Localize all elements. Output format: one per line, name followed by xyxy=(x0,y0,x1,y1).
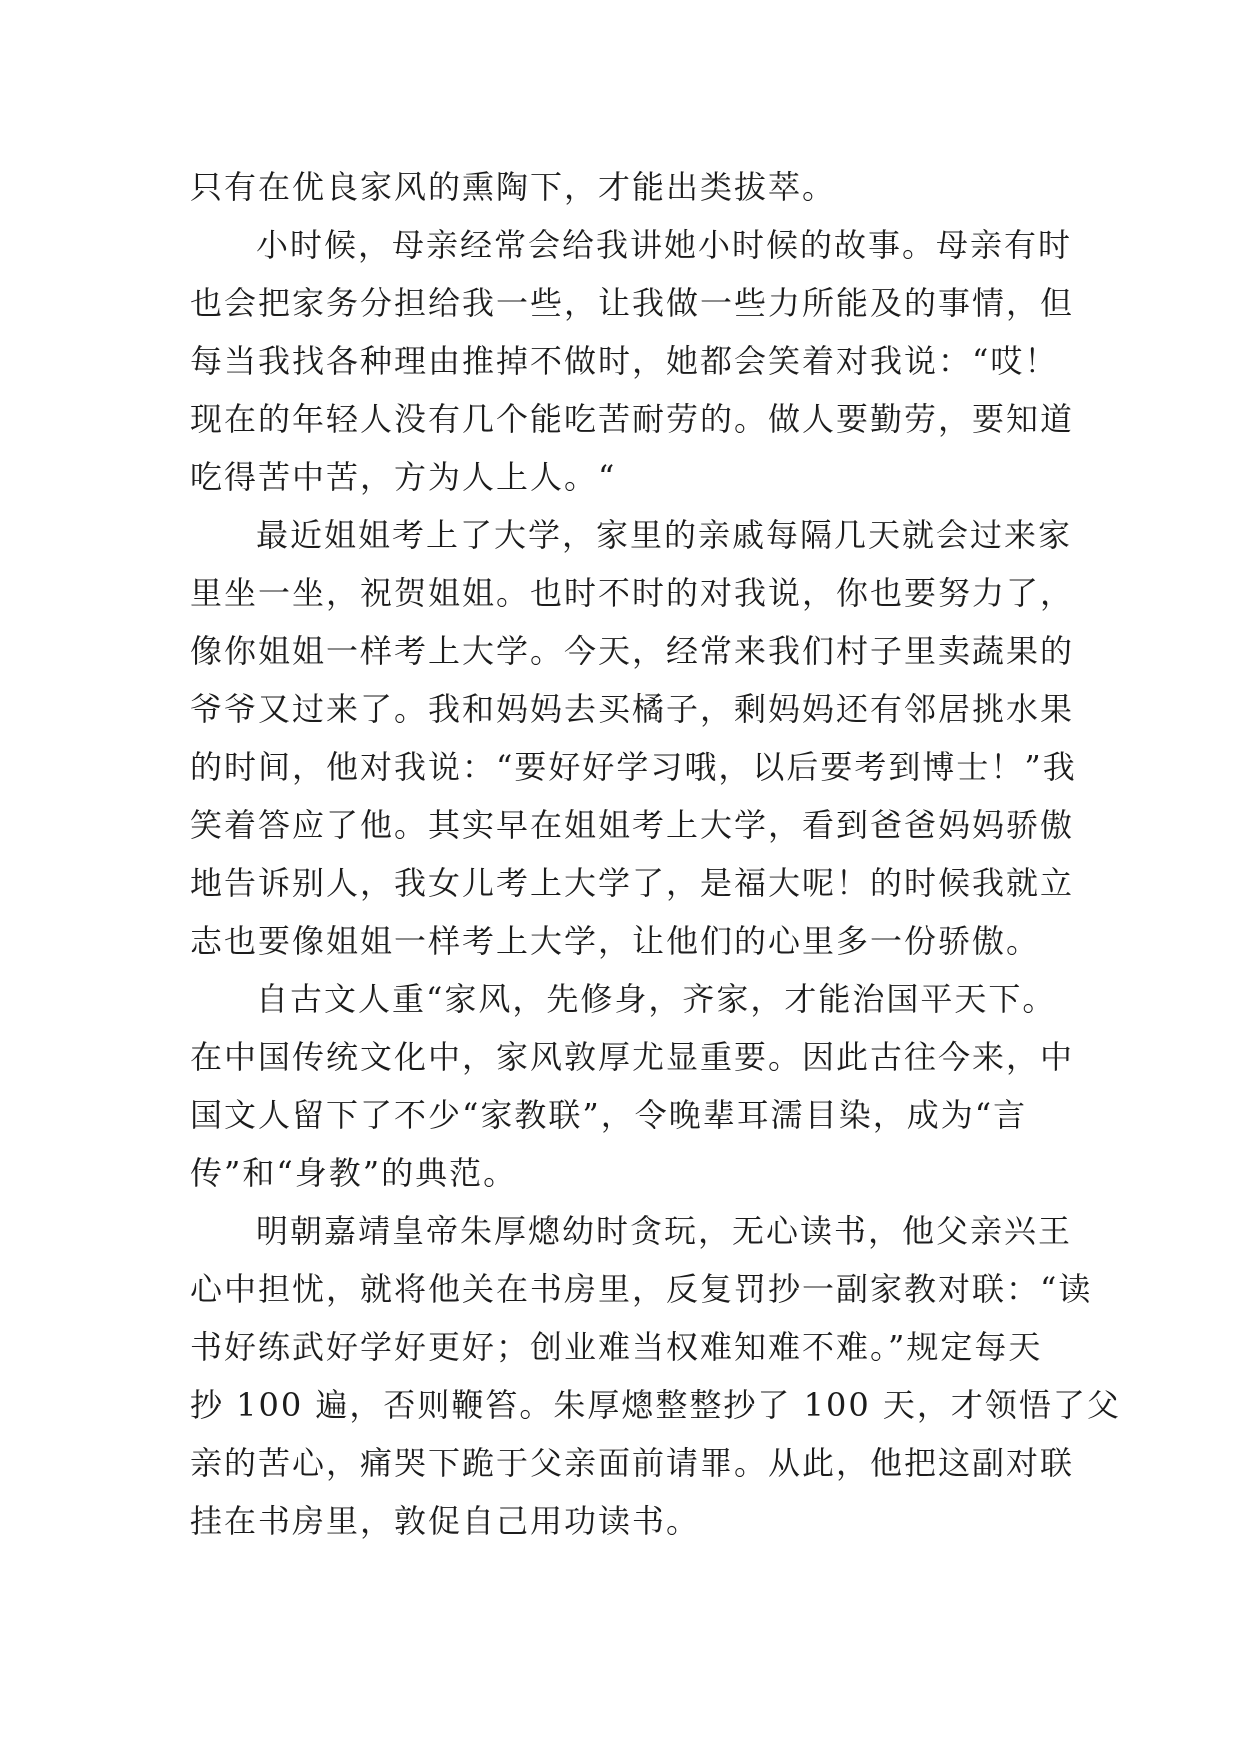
text-line: 志也要像姐姐一样考上大学，让他们的心里多一份骄傲。 xyxy=(190,922,1041,960)
paragraph-first-line: 明朝嘉靖皇帝朱厚熜幼时贪玩，无心读书，他父亲兴王 xyxy=(256,1212,1073,1250)
text-line: 的时间，他对我说：“要好好学习哦，以后要考到博士！”我 xyxy=(190,748,1077,786)
text-line: 只有在优良家风的熏陶下，才能出类拔萃。 xyxy=(190,168,837,206)
text-line: 笑着答应了他。其实早在姐姐考上大学，看到爸爸妈妈骄傲 xyxy=(190,806,1075,844)
text-line: 挂在书房里，敦促自己用功读书。 xyxy=(190,1502,701,1540)
text-line: 传”和“身教”的典范。 xyxy=(190,1154,518,1192)
paragraph-first-line: 自古文人重“家风，先修身，齐家，才能治国平天下。 xyxy=(256,980,1057,1018)
text-line: 像你姐姐一样考上大学。今天，经常来我们村子里卖蔬果的 xyxy=(190,632,1075,670)
text-line: 亲的苦心，痛哭下跪于父亲面前请罪。从此，他把这副对联 xyxy=(190,1444,1075,1482)
text-line: 国文人留下了不少“家教联”，令晚辈耳濡目染，成为“言 xyxy=(190,1096,1028,1134)
text-line: 心中担忧，就将他关在书房里，反复罚抄一副家教对联：“读 xyxy=(190,1270,1093,1308)
text-line: 吃得苦中苦，方为人上人。“ xyxy=(190,458,617,496)
paragraph-first-line: 最近姐姐考上了大学，家里的亲戚每隔几天就会过来家 xyxy=(256,516,1073,554)
text-line: 抄 100 遍，否则鞭笞。朱厚熜整整抄了 100 天，才领悟了父 xyxy=(190,1386,1121,1424)
text-line: 里坐一坐，祝贺姐姐。也时不时的对我说，你也要努力了， xyxy=(190,574,1075,612)
text-line: 地告诉别人，我女儿考上大学了，是福大呢！的时候我就立 xyxy=(190,864,1075,902)
text-line: 也会把家务分担给我一些，让我做一些力所能及的事情，但 xyxy=(190,284,1075,322)
document-body xyxy=(190,158,1121,1550)
text-line: 爷爷又过来了。我和妈妈去买橘子，剩妈妈还有邻居挑水果 xyxy=(190,690,1075,728)
text-line: 每当我找各种理由推掉不做时，她都会笑着对我说：“哎！ xyxy=(190,342,1059,380)
text-line: 在中国传统文化中，家风敦厚尤显重要。因此古往今来，中 xyxy=(190,1038,1075,1076)
text-line: 现在的年轻人没有几个能吃苦耐劳的。做人要勤劳，要知道 xyxy=(190,400,1075,438)
paragraph-first-line: 小时候，母亲经常会给我讲她小时候的故事。母亲有时 xyxy=(256,226,1073,264)
text-line: 书好练武好学好更好；创业难当权难知难不难。”规定每天 xyxy=(190,1328,1043,1366)
